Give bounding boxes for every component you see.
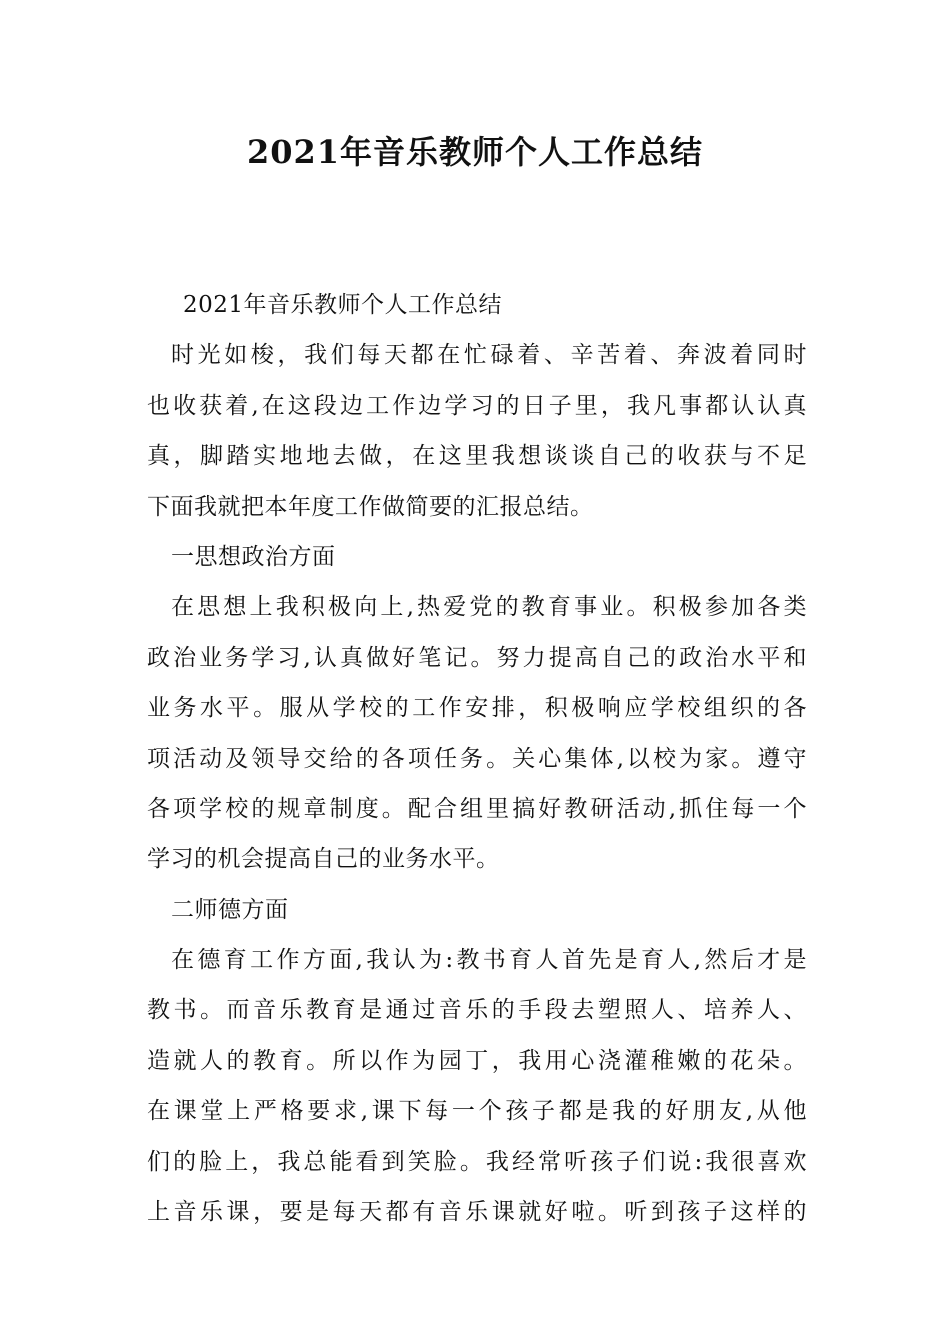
text-line: 二师德方面 (171, 896, 289, 923)
text-line: 也收获着,在这段边工作边学习的日子里，我凡事都认认真 (147, 392, 807, 419)
text-line: 一思想政治方面 (171, 543, 336, 570)
text-line: 政治业务学习,认真做好笔记。努力提高自己的政治水平和 (147, 644, 807, 671)
document-body (147, 280, 807, 1237)
text-line: 真，脚踏实地地去做，在这里我想谈谈自己的收获与不足 (147, 443, 807, 470)
text-line: 项活动及领导交给的各项任务。关心集体,以校为家。遵守 (147, 745, 807, 772)
document-title: 2021年音乐教师个人工作总结 (246, 133, 704, 171)
text-line: 们的脸上，我总能看到笑脸。我经常听孩子们说:我很喜欢 (147, 1148, 807, 1175)
text-line: 上音乐课，要是每天都有音乐课就好啦。听到孩子这样的 (147, 1199, 807, 1226)
text-line: 造就人的教育。所以作为园丁，我用心浇灌稚嫩的花朵。 (147, 1047, 807, 1074)
text-line: 教书。而音乐教育是通过音乐的手段去塑照人、培养人、 (147, 997, 807, 1024)
text-line: 业务水平。服从学校的工作安排，积极响应学校组织的各 (147, 695, 807, 722)
text-line: 在课堂上严格要求,课下每一个孩子都是我的好朋友,从他 (147, 1098, 807, 1125)
text-line: 各项学校的规章制度。配合组里搞好教研活动,抓住每一个 (147, 795, 807, 822)
text-line: 在德育工作方面,我认为:教书育人首先是育人,然后才是 (171, 947, 807, 974)
text-line: 在思想上我积极向上,热爱党的教育事业。积极参加各类 (171, 594, 807, 621)
text-line: 下面我就把本年度工作做简要的汇报总结。 (147, 493, 594, 520)
document-subtitle: 2021年音乐教师个人工作总结 (183, 292, 503, 318)
text-line: 时光如梭，我们每天都在忙碌着、辛苦着、奔波着同时 (171, 342, 807, 369)
text-line: 学习的机会提高自己的业务水平。 (147, 846, 500, 873)
